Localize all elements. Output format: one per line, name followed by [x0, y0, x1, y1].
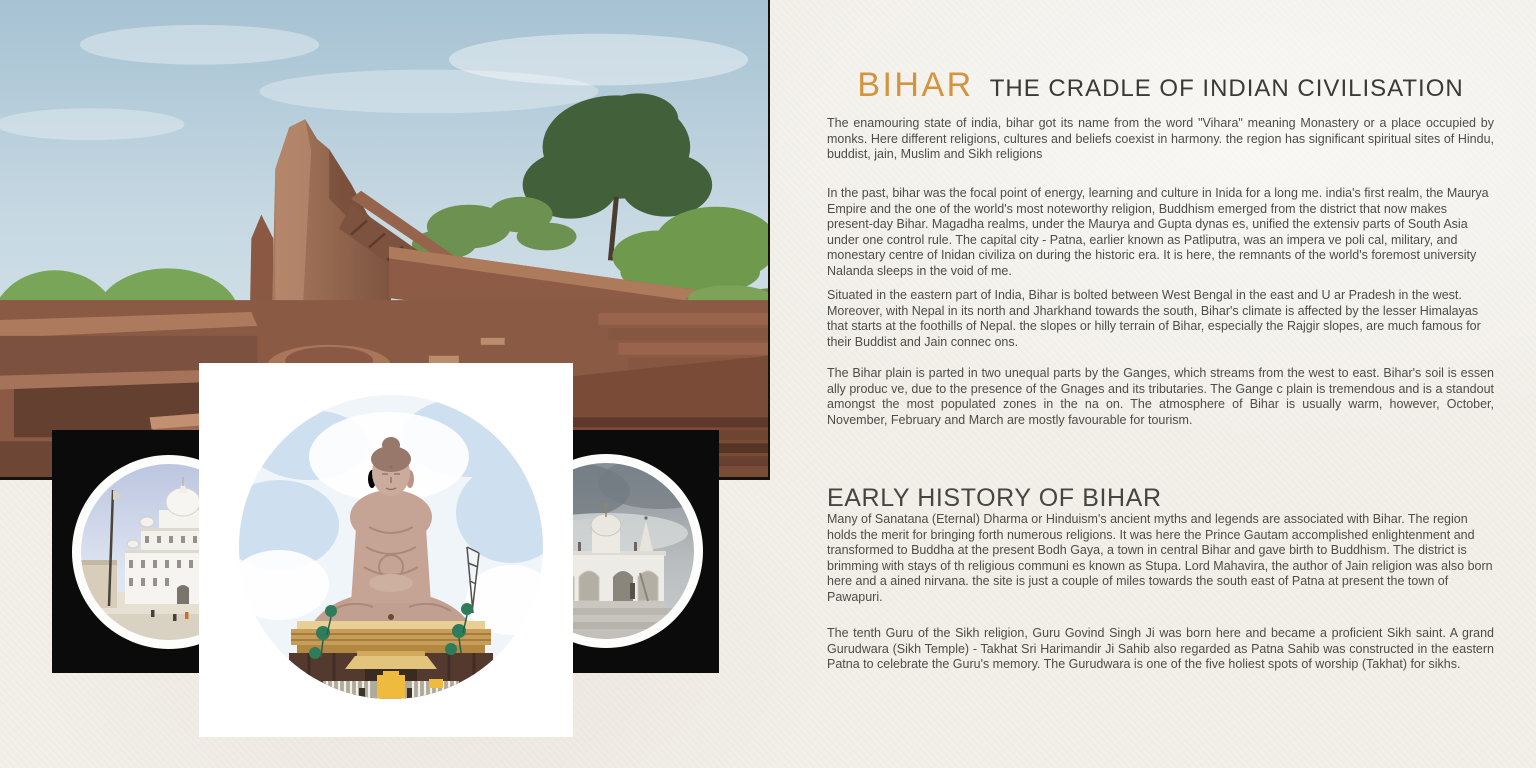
- great-buddha-photo: [239, 395, 543, 699]
- plain-paragraph: The Bihar plain is parted in two unequal parts by the Ganges, which streams from the west to east. Bihar's soil is essen ally produc ve, due to the presence of the Gnages and its tributaries. The Gange c plain is tremendous and is a standout amongst the most populated zones in the na on. The atmosphere of Bihar is usually warm, however, October, November, February and March are mostly favourable for tourism.: [827, 366, 1494, 427]
- page-title-rest: THE CRADLE OF INDIAN CIVILISATION: [989, 75, 1464, 102]
- article-column: [827, 0, 1494, 768]
- early-history-heading: EARLY HISTORY OF BIHAR: [827, 484, 1162, 512]
- history-paragraph-1: In the past, bihar was the focal point of energy, learning and culture in Inida for a long me. india's first realm, the Maurya Empire and the one of the world's most noteworthy religion, Buddhism emerged from the district that now makes present-day Bihar. Magadha realms, under the Maurya and Gupta dynas es, unified the extensiv parts of South Asia under one control rule. The capital city - Patna, earlier known as Patliputra, was an impera ve poli cal, military, and monestary centre of Inidan civiliza on during the historic era. It is here, the remnants of the world's foremost university Nalanda sleeps in the void of me.: [827, 186, 1489, 278]
- early-history-paragraph-1: Many of Sanatana (Eternal) Dharma or Hinduism's ancient myths and legends are associated with Bihar. The region holds the merit for bringing forth numerous religions. It was here the Prince Gautam accomplished enlightenment and transformed to Buddha at the present Bodh Gaya, a town in central Bihar and gave birth to Buddhism. The district is brimming with stays of th religious communi es known as Stupa. Lord Mahavira, the author of Jain religion was also born here and a ained nirvana. the site is just a couple of miles towards the south east of Patna at present the town of Pawapuri.: [827, 512, 1493, 604]
- intro-paragraph: The enamouring state of india, bihar got its name from the word "Vihara" meaning Monastery or a place occupied by monks. Here different religions, cultures and beliefs coexist in harmony. the region has significant spiritual sites of Hindu, buddist, jain, Muslim and Sikh religions: [827, 116, 1494, 162]
- page-title-accent: BIHAR: [857, 66, 974, 104]
- early-history-paragraph-2: The tenth Guru of the Sikh religion, Guru Govind Singh Ji was born here and became a proficient Sikh saint. A grand Gurudwara (Sikh Temple) - Takhat Sri Harimandir Ji Sahib also regarded as Patna Sahib was constructed in the eastern Patna to celebrate the Guru's memory. The Gurudwara is one of the five holiest spots of worship (Takhat) for sikhs.: [827, 626, 1494, 672]
- history-paragraph-2: Situated in the eastern part of India, Bihar is bolted between West Bengal in the east and U ar Pradesh in the west. Moreover, with Nepal in its north and Jharkhand towards the south, Bihar's climate is affected by the lesser Himalayas that starts at the foothills of Nepal. the slopes or hilly terrain of Bihar, especially the Rajgir slopes, are much famous for their Buddist and Jain connec ons.: [827, 288, 1481, 349]
- page-title: [827, 66, 1494, 105]
- buddha-photo-card: [199, 363, 573, 737]
